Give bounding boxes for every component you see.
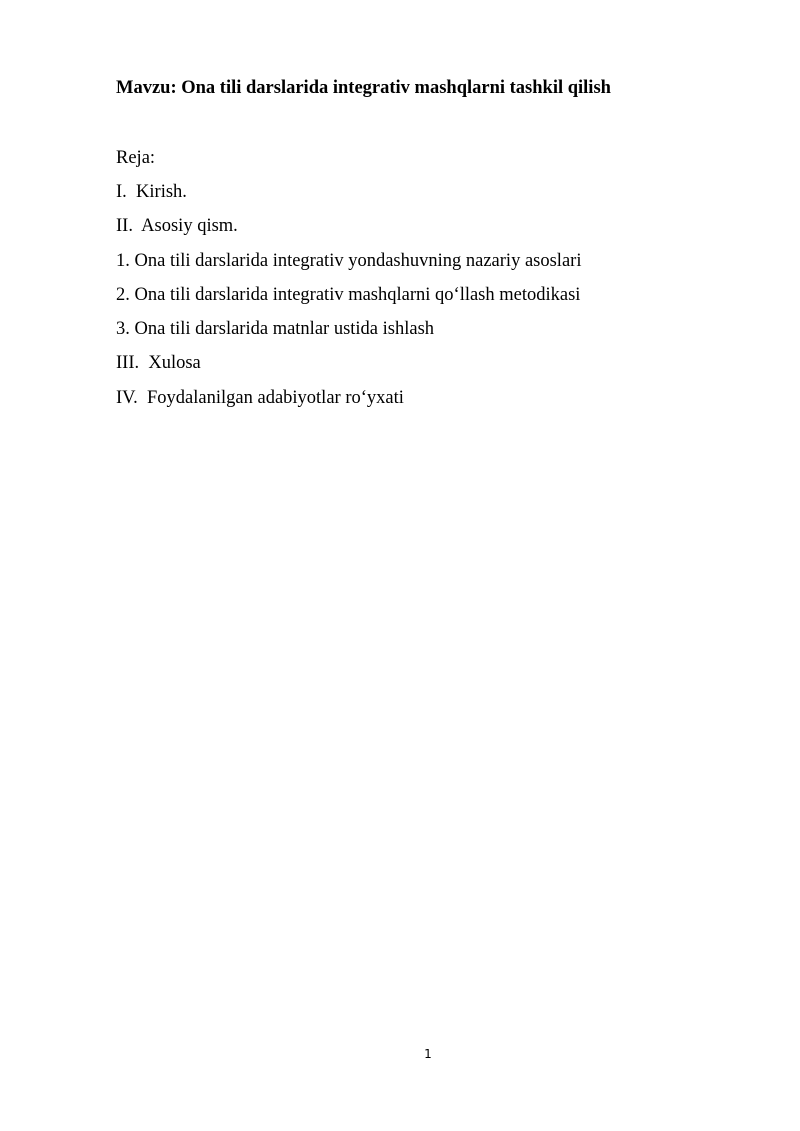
plan-item-section-3: 3. Ona tili darslarida matnlar ustida ishlash [116, 319, 435, 340]
plan-item-main-part: II. Asosiy qism. [116, 216, 238, 237]
page-number: 1 [424, 1047, 432, 1061]
plan-item-conclusion: III. Xulosa [116, 353, 201, 374]
document-title: Mavzu: Ona tili darslarida integrativ mashqlarni tashkil qilish [116, 78, 611, 98]
plan-item-intro: I. Kirish. [116, 182, 187, 202]
plan-list [116, 180, 581, 420]
plan-item-section-2: 2. Ona tili darslarida integrativ mashqlarni qo‘llash metodikasi [116, 284, 581, 305]
plan-item-references: IV. Foydalanilgan adabiyotlar ro‘yxati [116, 387, 404, 408]
plan-item-section-1: 1. Ona tili darslarida integrativ yondashuvning nazariy asoslari [116, 250, 582, 271]
plan-label: Reja: [116, 148, 156, 168]
